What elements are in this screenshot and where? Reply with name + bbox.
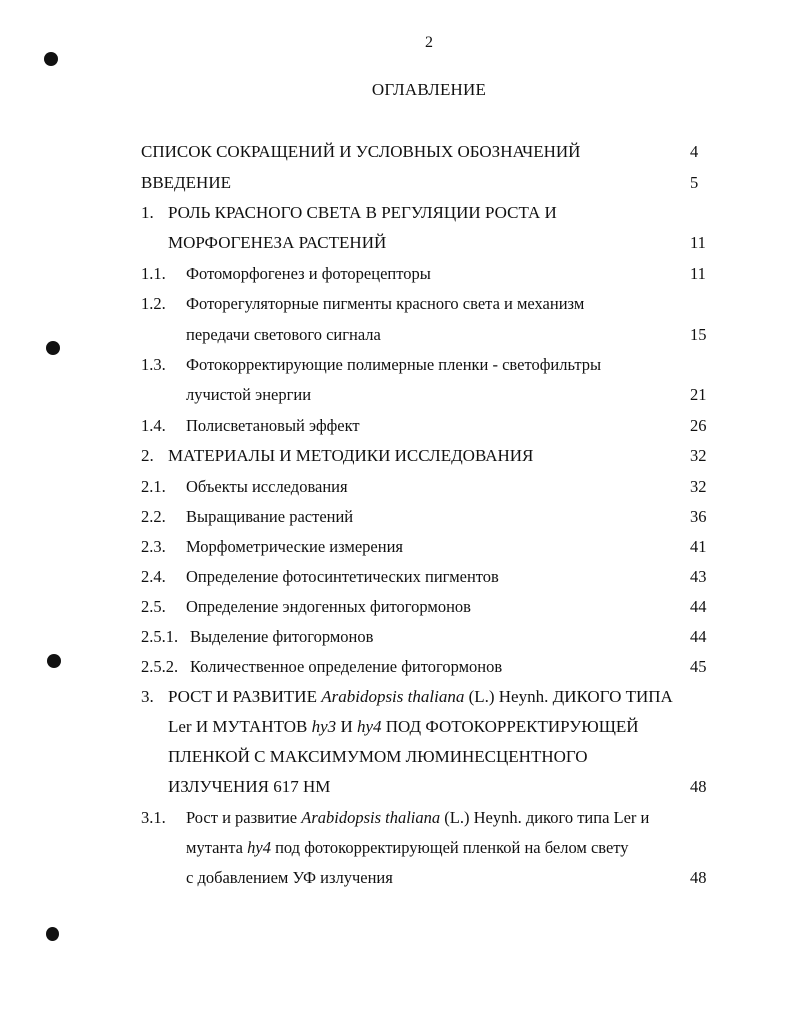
toc-entry-number: 3.: [141, 687, 154, 706]
toc-entry-section-1-1[interactable]: [141, 264, 431, 284]
toc-entry-number: 1.2.: [141, 294, 166, 313]
toc-entry-number: 2.5.1.: [141, 627, 179, 646]
toc-entry-text: [186, 808, 649, 828]
toc-entry-text: Количественное определение фитогормонов: [190, 657, 503, 676]
toc-entry-text: Выращивание растений: [186, 507, 354, 526]
binder-hole-mark: [47, 654, 61, 668]
toc-entry-text: СПИСОК СОКРАЩЕНИЙ И УСЛОВНЫХ ОБОЗНАЧЕНИЙ: [141, 142, 581, 161]
toc-entry-chapter-3[interactable]: [141, 687, 673, 707]
toc-entry-chapter-1[interactable]: [141, 203, 557, 223]
species-name: Arabidopsis thaliana: [301, 808, 441, 827]
page-title: ОГЛАВЛЕНИЕ: [371, 80, 487, 99]
toc-entry-text: Фотокорректирующие полимерные пленки - светофильтры: [186, 355, 602, 374]
toc-page-number: 44: [690, 627, 707, 646]
mutant-name: hy4: [356, 717, 382, 736]
toc-entry-text: ВВЕДЕНИЕ: [141, 173, 231, 192]
toc-entry-section-1-3[interactable]: [141, 355, 602, 375]
toc-page-number: 32: [690, 446, 707, 465]
toc-entry-number: 2.5.2.: [141, 657, 179, 676]
toc-entry-section-1-2-cont: [186, 325, 381, 345]
toc-entry-section-2-1[interactable]: [141, 477, 348, 497]
toc-text-part: (L.) Heynh. ДИКОГО ТИПА: [464, 687, 673, 706]
toc-entry-text: лучистой энергии: [186, 385, 312, 404]
toc-text-part: И: [336, 717, 357, 736]
toc-entry-section-3-1[interactable]: [141, 808, 650, 828]
toc-entry-chapter-1-cont: [168, 233, 386, 253]
toc-entry-abbreviations[interactable]: [141, 142, 580, 162]
toc-entry-section-3-1-cont: [186, 838, 629, 858]
toc-entry-text: МОРФОГЕНЕЗА РАСТЕНИЙ: [168, 233, 387, 252]
toc-entry-number: 2.3.: [141, 537, 166, 556]
toc-entry-section-2-5-1[interactable]: [141, 627, 374, 647]
toc-entry-number: 2.1.: [141, 477, 166, 496]
toc-text-part: Рост и развитие: [186, 808, 302, 827]
toc-entry-number: 2.4.: [141, 567, 166, 586]
toc-page-number: 32: [690, 477, 707, 496]
toc-entry-chapter-3-cont: [168, 747, 588, 767]
toc-entry-section-2-2[interactable]: [141, 507, 354, 527]
toc-entry-text: с добавлением УФ излучения: [186, 868, 393, 887]
toc-text-part: под фотокорректирующей пленкой на белом свету: [270, 838, 629, 857]
binder-hole-mark: [46, 341, 60, 355]
species-name: Arabidopsis thaliana: [321, 687, 465, 706]
toc-page-number: 11: [690, 264, 706, 283]
toc-page-number: 11: [690, 233, 706, 252]
toc-page-number: 41: [690, 537, 707, 556]
toc-entry-number: 3.1.: [141, 808, 166, 827]
toc-entry-number: 2.5.: [141, 597, 166, 616]
toc-page-number: 15: [690, 325, 707, 344]
toc-entry-number: 2.2.: [141, 507, 166, 526]
binder-hole-mark: [44, 52, 58, 66]
toc-entry-text: РОЛЬ КРАСНОГО СВЕТА В РЕГУЛЯЦИИ РОСТА И: [168, 203, 557, 222]
toc-entry-text: Определение эндогенных фитогормонов: [186, 597, 471, 616]
toc-page-number: 45: [690, 657, 707, 676]
toc-page-number: 26: [690, 416, 707, 435]
toc-entry-text: [168, 687, 673, 707]
toc-entry-number: 1.: [141, 203, 154, 222]
toc-page-number: 43: [690, 567, 707, 586]
toc-page-number: 36: [690, 507, 707, 526]
toc-entry-text: передачи светового сигнала: [186, 325, 381, 344]
toc-entry-number: 1.1.: [141, 264, 166, 283]
toc-entry-chapter-2[interactable]: [141, 446, 534, 466]
toc-entry-section-1-2[interactable]: [141, 294, 585, 314]
toc-entry-text: МАТЕРИАЛЫ И МЕТОДИКИ ИССЛЕДОВАНИЯ: [168, 446, 534, 465]
toc-text-part: мутанта: [186, 838, 248, 857]
toc-entry-text: Фотоморфогенез и фоторецепторы: [186, 264, 431, 283]
toc-entry-text: Выделение фитогормонов: [190, 627, 374, 646]
toc-entry-text: Объекты исследования: [186, 477, 348, 496]
toc-entry-text: ПЛЕНКОЙ С МАКСИМУМОМ ЛЮМИНЕСЦЕНТНОГО: [168, 747, 588, 766]
toc-entry-chapter-3-cont: [168, 777, 330, 797]
toc-text-part: Ler И МУТАНТОВ: [168, 717, 312, 736]
mutant-name: hy3: [311, 717, 337, 736]
toc-page-number: 48: [690, 868, 707, 887]
toc-entry-number: 2.: [141, 446, 154, 465]
toc-entry-text: Морфометрические измерения: [186, 537, 403, 556]
toc-entry-section-2-5-2[interactable]: [141, 657, 503, 677]
toc-entry-section-1-3-cont: [186, 385, 311, 405]
toc-entry-section-2-5[interactable]: [141, 597, 471, 617]
toc-entry-text: Фоторегуляторные пигменты красного света и механизм: [186, 294, 585, 313]
toc-entry-chapter-3-cont: [168, 717, 639, 737]
toc-entry-section-2-3[interactable]: [141, 537, 403, 557]
toc-entry-section-3-1-cont: [186, 868, 393, 888]
toc-text-part: (L.) Heynh. дикого типа Ler и: [440, 808, 650, 827]
toc-page-number: 5: [690, 173, 699, 192]
toc-page-number: 48: [690, 777, 707, 796]
toc-page-number: 21: [690, 385, 707, 404]
toc-entry-number: 1.4.: [141, 416, 166, 435]
toc-page-number: 44: [690, 597, 707, 616]
binder-hole-mark: [46, 927, 59, 941]
toc-entry-text: Определение фотосинтетических пигментов: [186, 567, 499, 586]
toc-entry-text: Полисветановый эффект: [186, 416, 360, 435]
page-number: 2: [425, 34, 433, 51]
toc-entry-introduction[interactable]: [141, 173, 231, 193]
toc-entry-number: 1.3.: [141, 355, 166, 374]
toc-text-part: РОСТ И РАЗВИТИЕ: [168, 687, 322, 706]
toc-text-part: ПОД ФОТОКОРРЕКТИРУЮЩЕЙ: [381, 717, 639, 736]
toc-entry-section-1-4[interactable]: [141, 416, 360, 436]
toc-page-number: 4: [690, 142, 699, 161]
toc-entry-section-2-4[interactable]: [141, 567, 499, 587]
toc-entry-text: ИЗЛУЧЕНИЯ 617 НМ: [168, 777, 331, 796]
mutant-name: hy4: [247, 838, 271, 857]
